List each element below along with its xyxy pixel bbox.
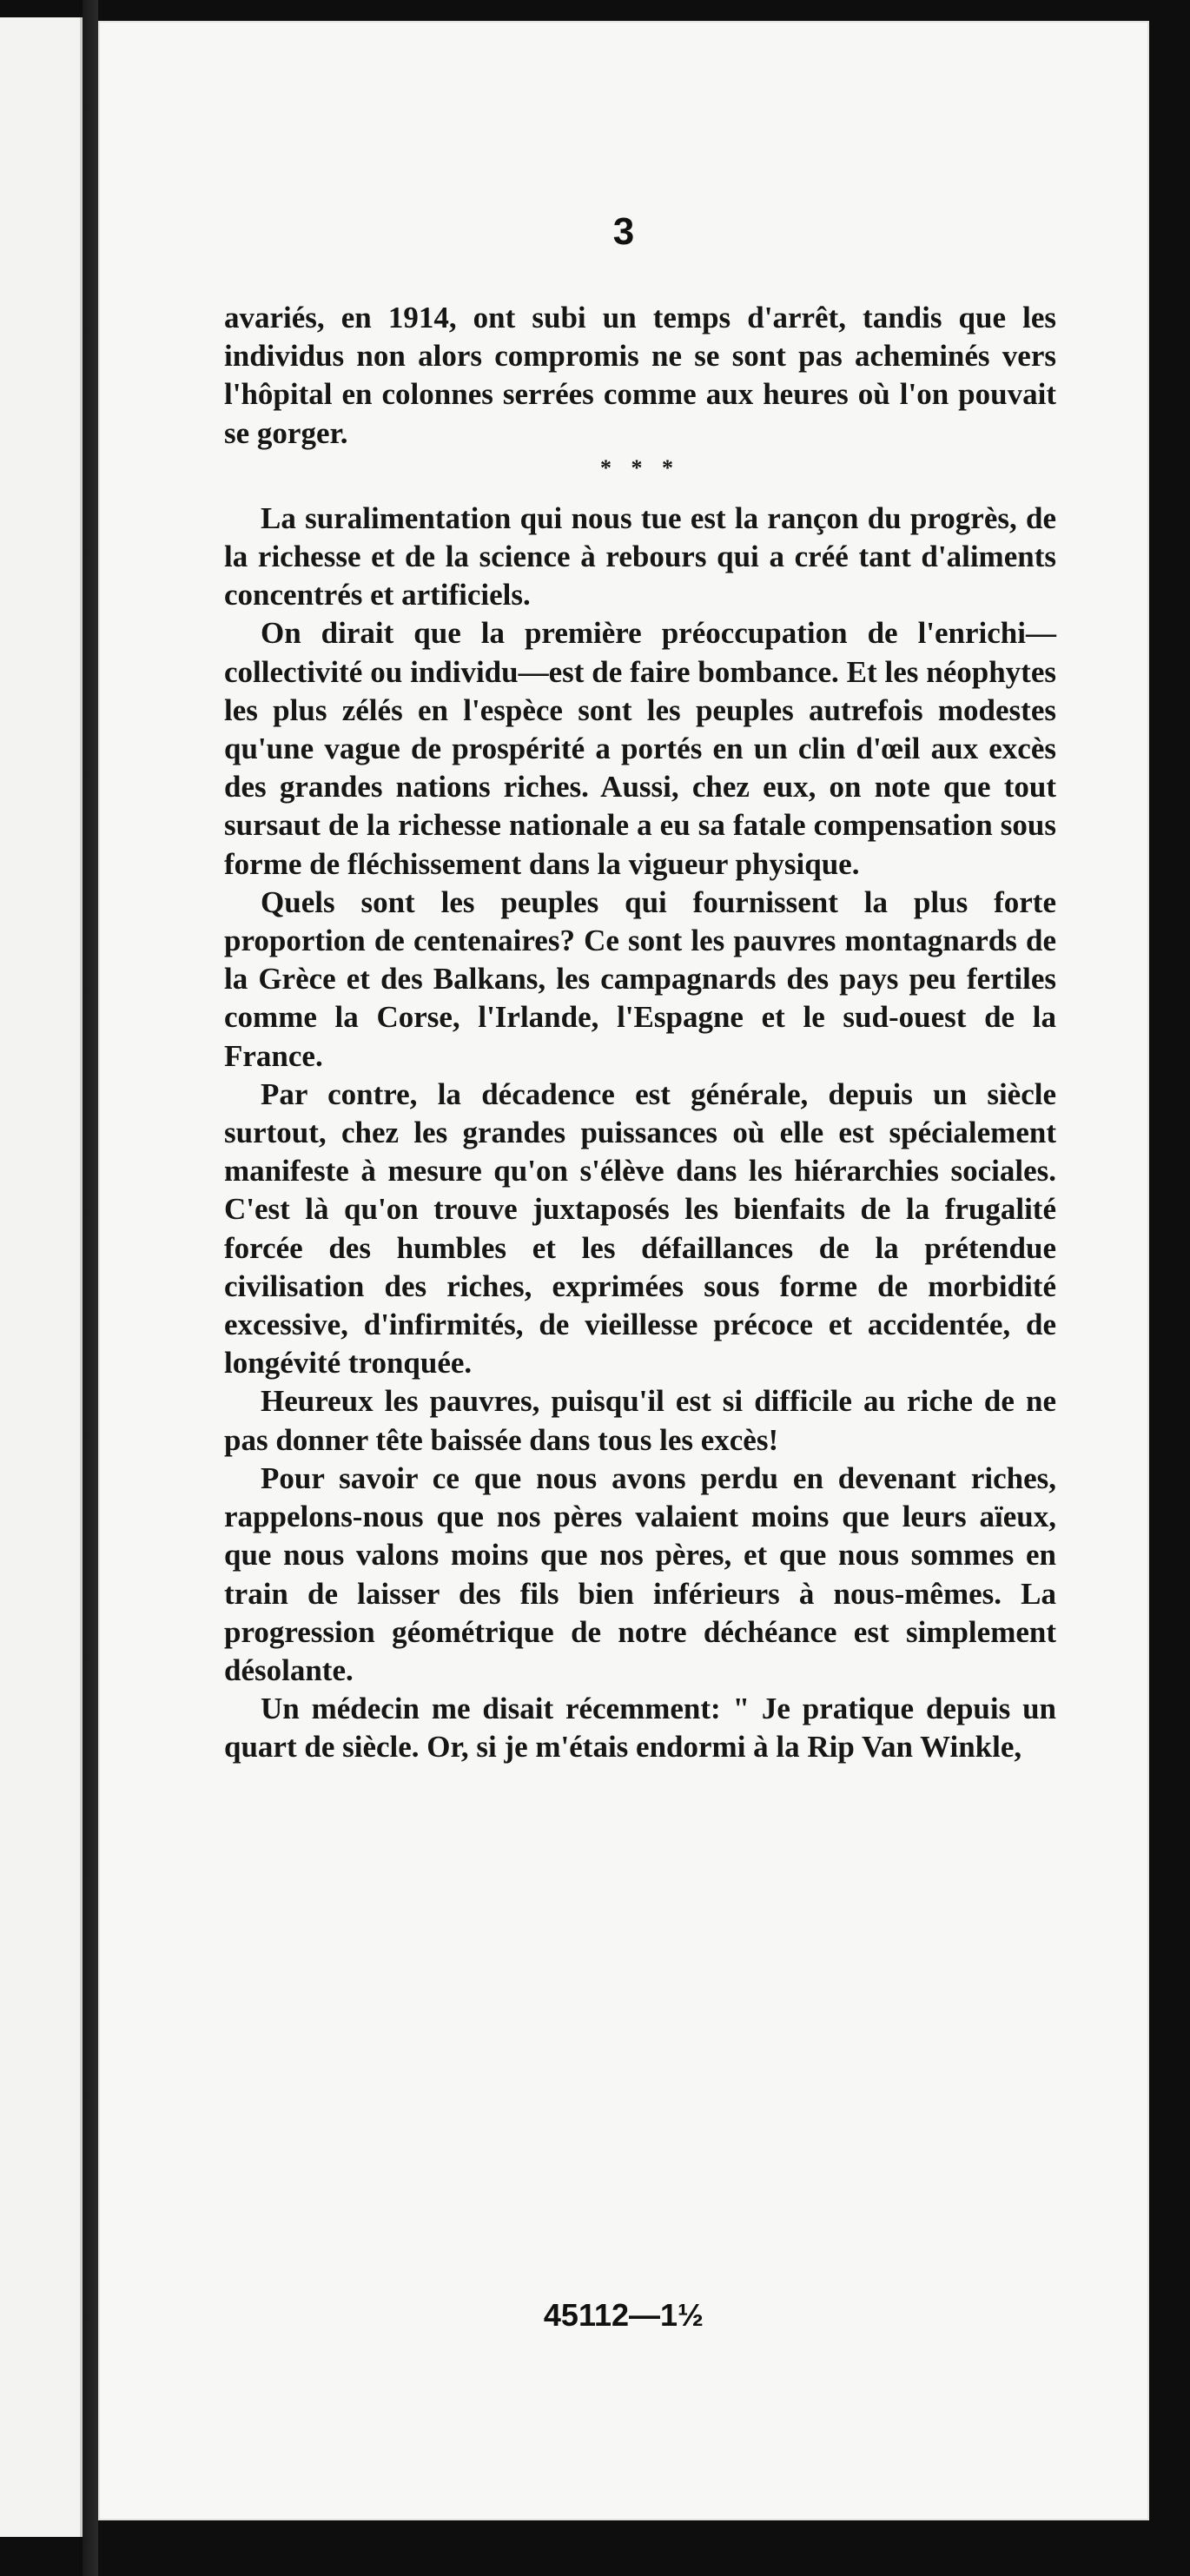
document-page [98, 21, 1149, 2520]
section-separator: * * * [600, 454, 680, 480]
adjacent-page-edge [0, 17, 83, 2537]
body-text [224, 299, 1056, 1767]
paragraph-4: Quels sont les peuples qui fournissent la plus forte proportion de centenaires? Ce sont les pauvres montagnards de la Grèce et des Balkans, les campagnards des pays peu fertiles comme la Corse, l'Irlande, l'Espagne et le sud-ouest de la France. [224, 884, 1056, 1073]
paragraph-8: Un médecin me disait récemment: " Je pratique depuis un quart de siècle. Or, si je m'étais endormi à la Rip Van Winkle, [224, 1692, 1056, 1765]
paragraph-3: On dirait que la première préoccupation de l'enrichi—collectivité ou individu—est de faire bombance. Et les néophytes les plus zélés en l'espèce sont les peuples autrefois modestes qu'une vague de prospérité a portés en un clin d'œil aux excès des grandes nations riches. Aussi, chez eux, on note que tout sursaut de la richesse nationale a eu sa fatale compensation sous forme de fléchissement dans la vigueur physique. [224, 616, 1056, 881]
paragraph-1: avariés, en 1914, ont subi un temps d'arrêt, tandis que les individus non alors compromis ne se sont pas acheminés vers l'hôpital en colonnes serrées comme aux heures où l'on pouvait se gorger. [224, 301, 1056, 450]
paragraph-6: Heureux les pauvres, puisqu'il est si difficile au riche de ne pas donner tête baissée dans tous les excès! [224, 1384, 1056, 1457]
paragraph-5: Par contre, la décadence est générale, depuis un siècle surtout, chez les grandes puissances où elle est spécialement manifeste à mesure qu'on s'élève dans les hiérarchies sociales. C'est là qu'on trouve juxtaposés les bienfaits de la frugalité forcée des humbles et les défaillances de la prétendue civilisation des riches, exprimées sous forme de morbidité excessive, d'infirmités, de vieillesse précoce et accidentée, de longévité tronquée. [224, 1076, 1056, 1381]
page-number: 3 [612, 210, 635, 253]
binding-gutter [83, 0, 98, 2576]
paragraph-7: Pour savoir ce que nous avons perdu en devenant riches, rappelons-nous que nos pères valaient moins que leurs aïeux, que nous valons moins que nos pères, et que nous sommes en train de laisser des fils bien inférieurs à nous-mêmes. La progression géométrique de notre déchéance est simplement désolante. [224, 1460, 1056, 1687]
paragraph-2: La suralimentation qui nous tue est la rançon du progrès, de la richesse et de la science à rebours qui a créé tant d'aliments concentrés et artificiels. [224, 500, 1056, 613]
print-signature: 45112—1½ [543, 2297, 704, 2333]
